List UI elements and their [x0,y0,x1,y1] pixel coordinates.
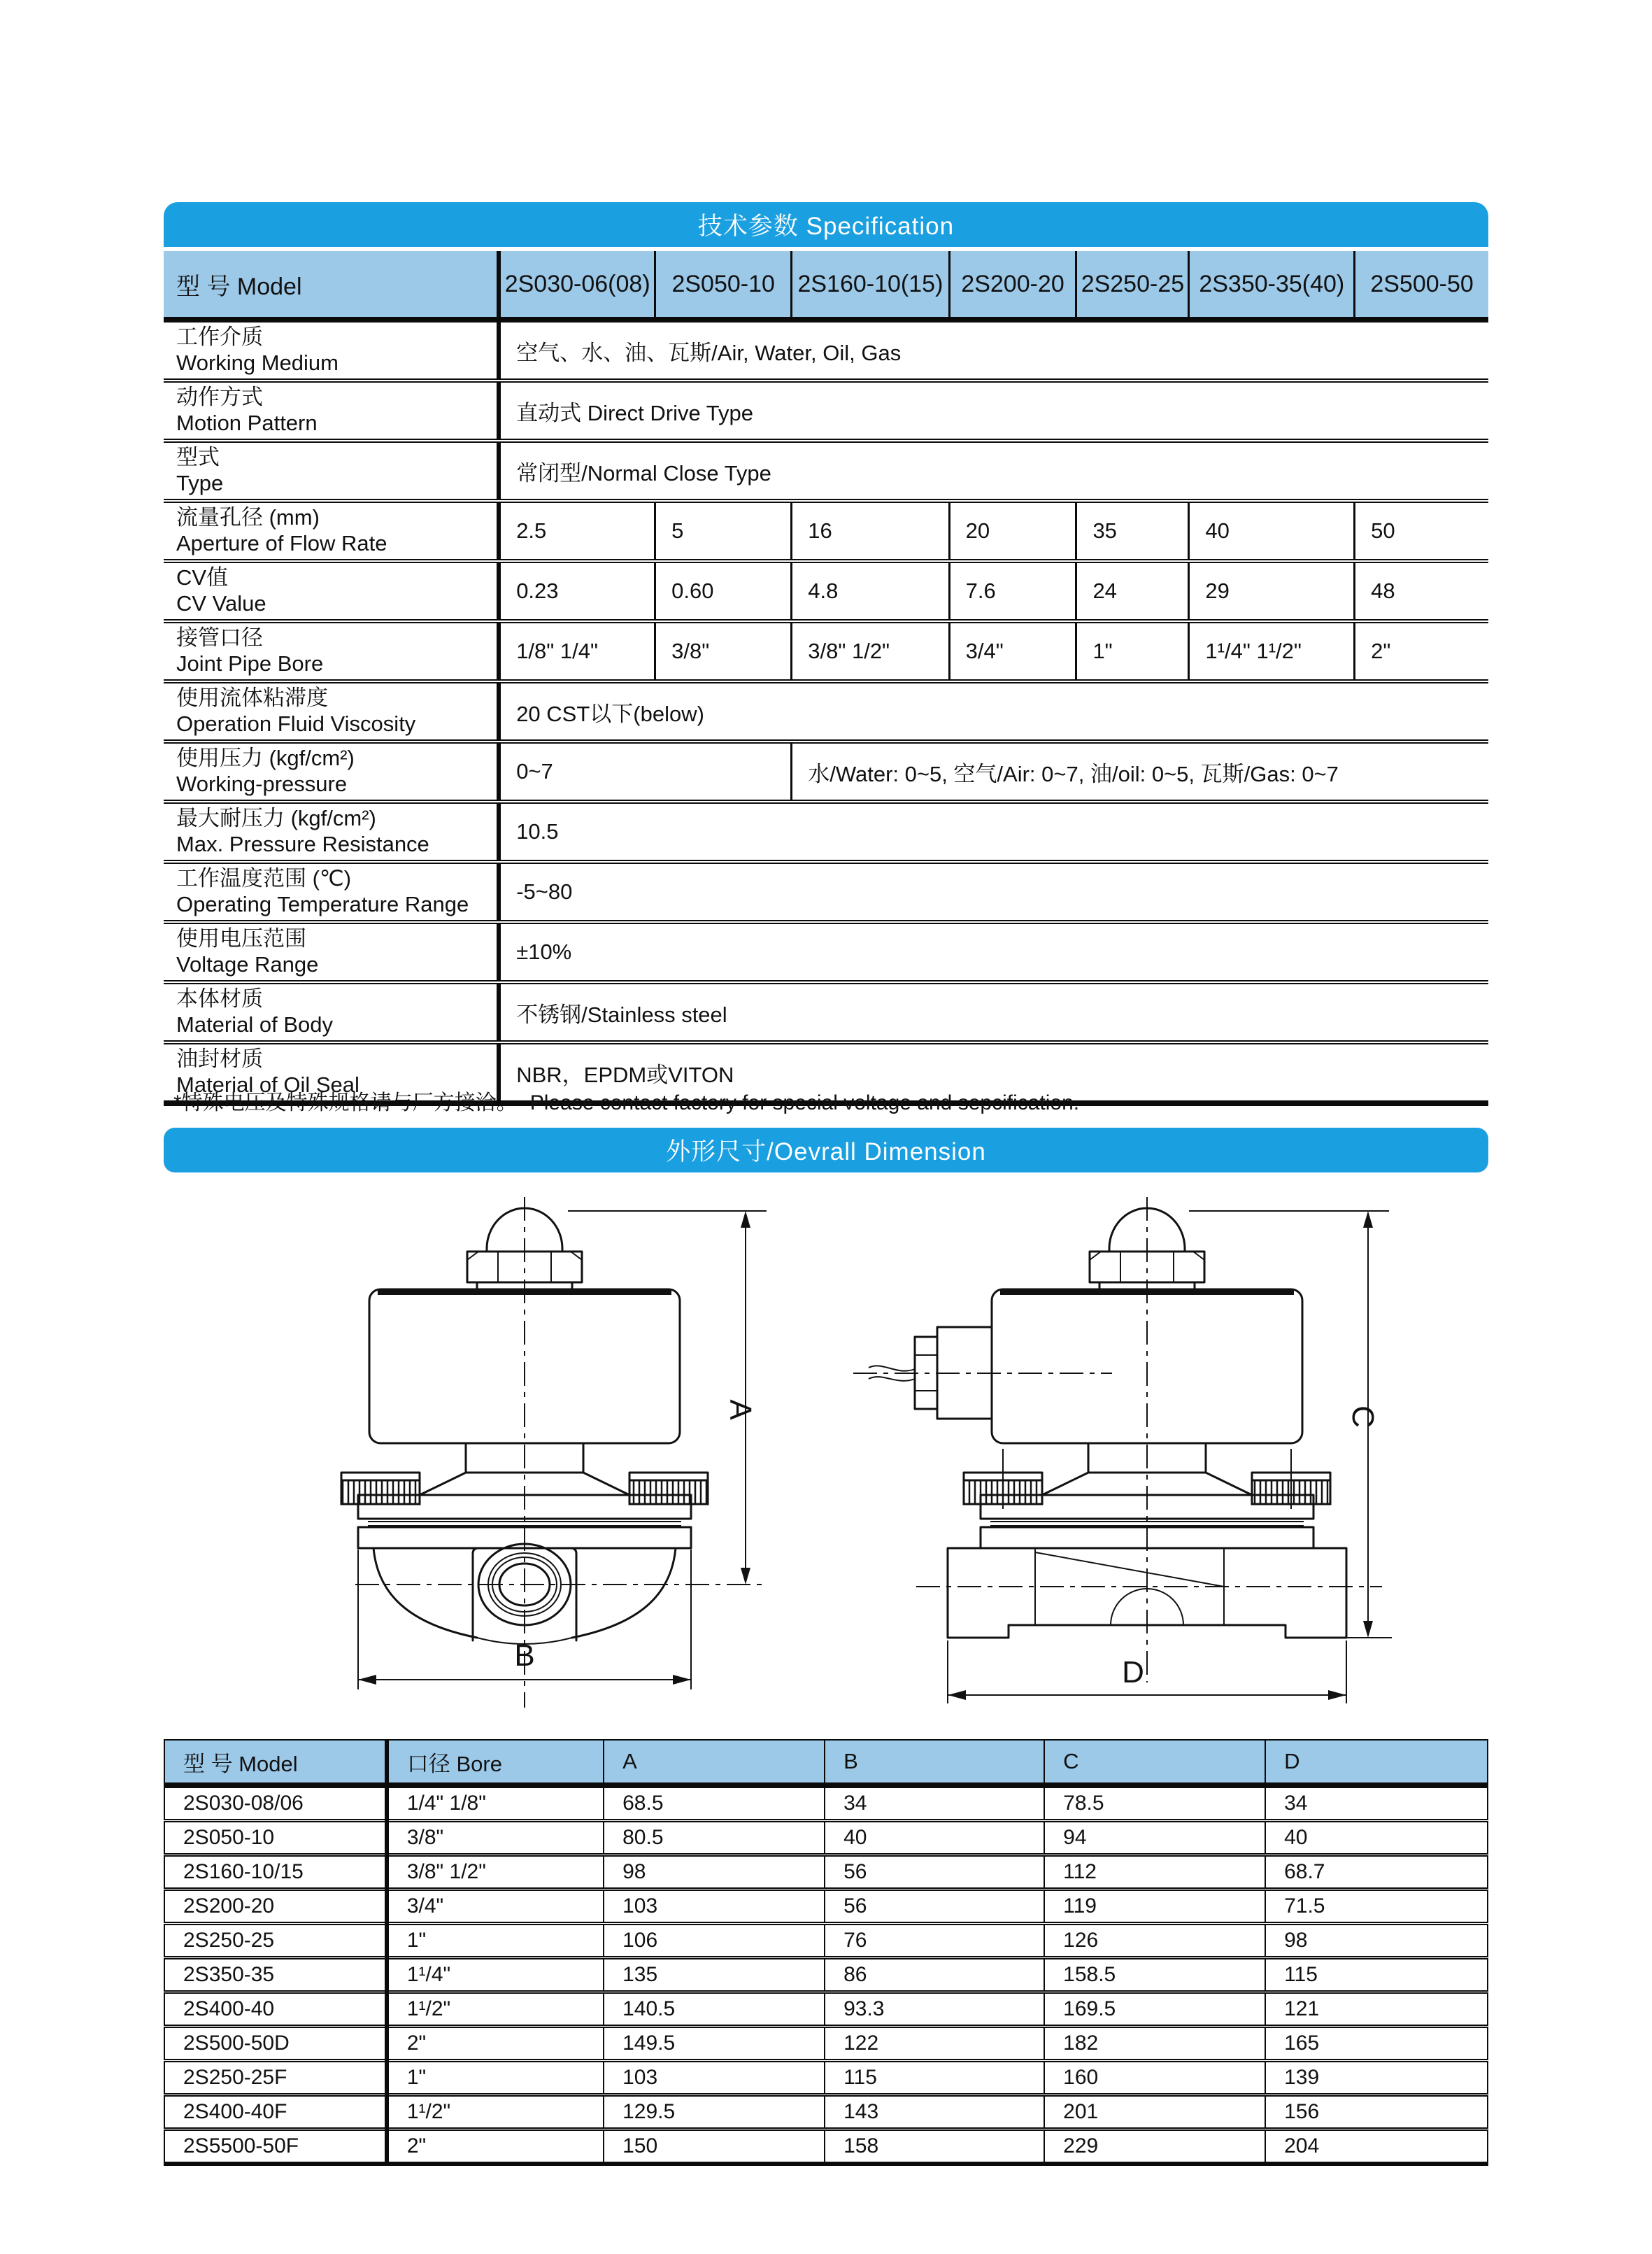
dim-cell: 150 [604,2129,825,2164]
dim-cell: 139 [1265,2061,1488,2095]
dim-cell: 182 [1044,2027,1265,2061]
spec-cell: 35 [1076,501,1189,561]
footnote-en: Please contact factory for special voltage and sepcification. [529,1091,1080,1114]
dim-cell: 1/4" 1/8" [406,1792,486,1815]
spec-label-en: Material of Oil Seal [176,1072,359,1097]
dim-cell: 1¹/2" [387,1992,604,2027]
spec-row [164,742,1488,802]
dim-cell: 2S400-40 [164,1992,387,2027]
dim-cell: 2S250-25 [164,1924,387,1958]
spec-cell: 5 [655,501,792,561]
spec-row-label [164,621,499,681]
dim-cell: 204 [1265,2129,1488,2164]
spec-label-cn: 使用流体粘滞度 [176,686,328,711]
spec-model-2S030-06(08): 2S030-06(08) [499,251,655,320]
table-row [164,1821,1488,1855]
spec-row-label [164,381,499,441]
knurled-screw-left [341,1473,420,1480]
dim-header-D: D [1265,1740,1488,1785]
dim-cell: 2S500-50D [164,2027,387,2061]
dim-cell: 71.5 [1265,1890,1488,1924]
dim-header-型-号-Model: 型 号 Model [164,1740,387,1785]
spec-label-cn: 油封材质 [176,1047,263,1072]
spec-model-header-row [164,251,1488,320]
dim-cell: 149.5 [604,2027,825,2061]
dim-cell: 135 [604,1958,825,1992]
spec-row [164,681,1488,742]
dim-cell: 3/8" [387,1821,604,1855]
spec-label-cn: 型式 [176,445,220,470]
spec-label-en: Joint Pipe Bore [176,651,324,676]
spec-label-cn: 工作温度范围 (℃) [176,866,352,891]
spec-row [164,802,1488,862]
knurled-screw-right [629,1473,708,1480]
dim-cell: 1" [387,2061,604,2095]
table-row [164,1992,1488,2027]
dim-cell: 156 [1265,2095,1488,2129]
spec-row-label [164,441,499,501]
spec-row-label [164,501,499,561]
spec-label-en: Operation Fluid Viscosity [176,711,416,736]
spec-cell: 1¹/4" 1¹/2" [1189,621,1355,681]
dim-cell: 103 [604,1890,825,1924]
dim-cell: 68.5 [604,1785,825,1821]
dim-table-header [164,1740,1488,1785]
spec-row-label [164,802,499,862]
spec-cell: 0.23 [499,561,655,621]
dim-cell: 40 [1265,1821,1488,1855]
spec-row [164,320,1488,381]
dim-cell: 1¹/2" [387,2095,604,2129]
spec-row [164,441,1488,501]
dim-cell: 94 [1044,1821,1265,1855]
dim-cell: 169.5 [1044,1992,1265,2027]
dim-label-a: A [723,1399,757,1420]
spec-row-label [164,561,499,621]
dim-header-B: B [825,1740,1044,1785]
spec-model-label: 型 号 Model [164,251,499,320]
spec-row-label [164,681,499,742]
spec-cell: 48 [1355,561,1488,621]
spec-row [164,922,1488,982]
table-row [164,1924,1488,1958]
dim-cell: 3/8" 1/2" [387,1855,604,1890]
body-bell-right [572,1548,676,1638]
spec-cell: 24 [1076,561,1189,621]
dim-label-d: D [1122,1655,1144,1689]
spec-label-en: Max. Pressure Resistance [176,832,429,856]
dim-cell: 2S160-10/15 [164,1855,387,1890]
dim-cell: 160 [1044,2061,1265,2095]
spec-cell: 40 [1189,501,1355,561]
spec-label-en: Operating Temperature Range [176,892,469,916]
spec-cell: 20 CST以下(below) [499,681,1488,742]
table-row [164,1890,1488,1924]
dim-cell: 121 [1265,1992,1488,2027]
dim-cell: 201 [1044,2095,1265,2129]
spec-model-2S160-10(15): 2S160-10(15) [792,251,949,320]
table-row [164,2129,1488,2164]
spec-table [164,251,1488,1106]
spec-label-en: Working-pressure [176,772,348,796]
spec-label-en: CV Value [176,591,266,616]
spec-label-en: Type [176,471,224,495]
dim-cell: 68.7 [1265,1855,1488,1890]
dim-cell: 2S250-25F [164,2061,387,2095]
spec-row-label [164,862,499,922]
dim-cell: 56 [825,1855,1044,1890]
footnote [173,1085,1079,1116]
dim-cell: 3/4" [387,1890,604,1924]
dim-cell: 98 [604,1855,825,1890]
dimension-section-title: 外形尺寸/Oevrall Dimension [164,1128,1488,1172]
spec-label-cn: 本体材质 [176,986,263,1012]
spec-cell: 20 [949,501,1076,561]
dim-cell: 93.3 [825,1992,1044,2027]
dim-cell: 86 [825,1958,1044,1992]
dim-cell: 34 [1265,1785,1488,1821]
footnote-cn: *特殊电压及特殊规格请与厂方接洽。 [173,1091,518,1114]
dim-cell: 2S050-10 [164,1821,387,1855]
spec-model-2S050-10: 2S050-10 [655,251,792,320]
spec-model-header [164,251,1488,320]
dim-cell: 119 [1044,1890,1265,1924]
spec-body [164,320,1488,1103]
dim-cell: 158.5 [1044,1958,1265,1992]
spec-cell: 2.5 [499,501,655,561]
dim-cell: 76 [825,1924,1044,1958]
spec-label-en: Working Medium [176,350,339,375]
dim-cell: 2S030-08/06 [164,1785,387,1821]
dim-cell: 56 [825,1890,1044,1924]
spec-cell: 2" [1355,621,1488,681]
dim-cell: 115 [825,2061,1044,2095]
spec-cell: 不锈钢/Stainless steel [499,982,1488,1042]
dim-table-body [164,1785,1488,2164]
table-row [164,2027,1488,2061]
spec-cell: 1/8" 1/4" [499,621,655,681]
dim-cell: 112 [1044,1855,1265,1890]
spec-cell: 3/8" 1/2" [792,621,949,681]
spec-row-label [164,320,499,381]
spec-row [164,381,1488,441]
dim-cell: 106 [604,1924,825,1958]
spec-label-cn: 动作方式 [176,385,263,410]
internal-diagonal [1035,1552,1224,1587]
dimension-table [164,1739,1488,2166]
table-row [164,2061,1488,2095]
dim-cell: 1¹/4" [387,1958,604,1992]
spec-cell: 直动式 Direct Drive Type [499,381,1488,441]
spec-cell: 3/4" [949,621,1076,681]
dim-cell: 2S400-40F [164,2095,387,2129]
spec-row-label [164,922,499,982]
spec-cell: 3/8" [655,621,792,681]
spec-cell: 50 [1355,501,1488,561]
body-bell-left [373,1548,477,1638]
spec-cell: -5~80 [499,862,1488,922]
spec-label-cn: 流量孔径 (mm) [176,505,320,530]
dim-cell: 229 [1044,2129,1265,2164]
dim-cell: 1" [387,1924,604,1958]
dim-cell: 2" [387,2027,604,2061]
side-view-diagram [804,1193,1406,1710]
spec-label-cn: 最大耐压力 (kgf/cm²) [176,806,376,831]
spec-row [164,982,1488,1042]
dim-cell: 115 [1265,1958,1488,1992]
dim-cell: 2" [387,2129,604,2164]
spec-cell: NBR，EPDM或VITON [499,1042,1488,1103]
dim-cell: 129.5 [604,2095,825,2129]
spec-cell: 常闭型/Normal Close Type [499,441,1488,501]
spec-label-cn: 接管口径 [176,625,263,651]
spec-model-2S500-50: 2S500-50 [1355,251,1488,320]
dim-label-b: B [514,1638,535,1673]
spec-cell: 29 [1189,561,1355,621]
dim-cell: 103 [604,2061,825,2095]
dim-cell: 78.5 [1044,1785,1265,1821]
spec-cell: 空气、水、油、瓦斯/Air, Water, Oil, Gas [516,340,902,365]
spec-row [164,501,1488,561]
dim-header-C: C [1044,1740,1265,1785]
spec-cell: 7.6 [949,561,1076,621]
spec-cell: 水/Water: 0~5, 空气/Air: 0~7, 油/oil: 0~5, 瓦斯/Gas: 0~7 [792,742,1488,802]
table-row [164,1855,1488,1890]
dim-header-row [164,1740,1488,1785]
spec-cell: 10.5 [499,802,1488,862]
dim-cell: 98 [1265,1924,1488,1958]
spec-row-label [164,982,499,1042]
spec-cell: 16 [792,501,949,561]
dim-cell: 2S5500-50F [164,2129,387,2164]
dim-cell: 140.5 [604,1992,825,2027]
dim-cell: 40 [825,1821,1044,1855]
dim-cell: 122 [825,2027,1044,2061]
spec-label-en: Voltage Range [176,952,319,977]
spec-cell: 0~7 [499,742,792,802]
dim-label-c: C [1346,1405,1380,1428]
dim-cell: 165 [1265,2027,1488,2061]
dim-header-口径-Bore: 口径 Bore [387,1740,604,1785]
spec-row-label [164,742,499,802]
spec-label-cn: 使用压力 (kgf/cm²) [176,746,355,771]
spec-label-en: Material of Body [176,1012,333,1037]
dim-cell: 34 [825,1785,1044,1821]
table-row [164,1958,1488,1992]
dim-cell: 80.5 [604,1821,825,1855]
dim-cell: 126 [1044,1924,1265,1958]
spec-label-cn: CV值 [176,565,229,590]
table-row [164,1785,1488,1821]
spec-model-2S350-35(40): 2S350-35(40) [1189,251,1355,320]
spec-cell: 4.8 [792,561,949,621]
spec-section-title: 技术参数 Specification [164,202,1488,247]
spec-label-cn: 使用电压范围 [176,926,306,951]
spec-model-2S250-25: 2S250-25 [1076,251,1189,320]
dim-cell: 158 [825,2129,1044,2164]
spec-model-2S200-20: 2S200-20 [949,251,1076,320]
spec-label-en: Motion Pattern [176,411,318,435]
spec-cell: ±10% [499,922,1488,982]
spec-cell: 1" [1076,621,1189,681]
spec-row [164,621,1488,681]
dim-cell: 143 [825,2095,1044,2129]
dim-header-A: A [604,1740,825,1785]
spec-row [164,561,1488,621]
spec-cell: 0.60 [655,561,792,621]
table-row [164,2095,1488,2129]
spec-row [164,862,1488,922]
spec-label-en: Aperture of Flow Rate [176,531,387,555]
dim-cell: 2S350-35 [164,1958,387,1992]
front-view-diagram [301,1193,790,1710]
spec-label-cn: 工作介质 [176,325,263,350]
dim-cell: 2S200-20 [164,1890,387,1924]
